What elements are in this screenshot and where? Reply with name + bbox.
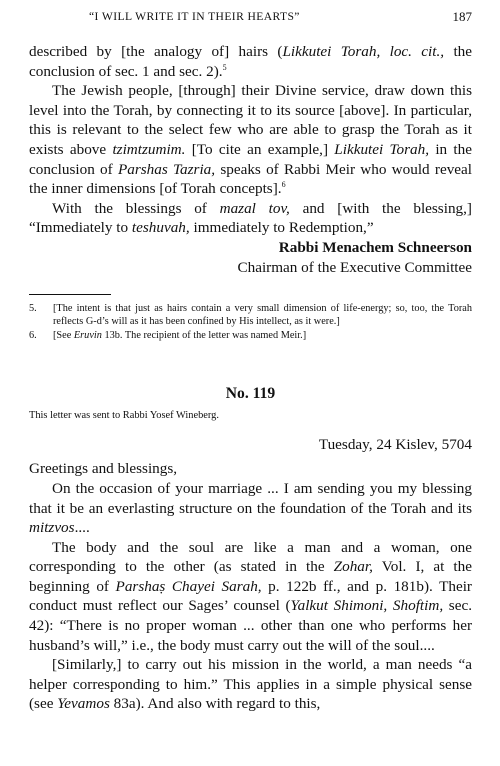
letter-greeting: Greetings and blessings, bbox=[29, 460, 178, 478]
footnote-number: 5. bbox=[29, 303, 37, 315]
text-run: [See bbox=[53, 329, 74, 341]
italic-citation: Zohar, bbox=[333, 558, 373, 576]
text-run: On the occasion of your marriage ... I am sending you my blessing that it be an everlasting structure on the foundation of the Torah and its bbox=[29, 479, 472, 517]
text-run: sec. 42): “There is no proper woman ... other than one who performs her husband’s will,” i.e., the body must carry out the will of the soul.... bbox=[29, 597, 472, 654]
footnote-text bbox=[53, 329, 472, 342]
text-run: described by [the analogy of] hairs ( bbox=[29, 43, 283, 60]
footnote-text: [The intent is that just as hairs contain a very small dimension of life-energy; so, too, the Torah reflects G-d’s will as it has been confined by His intellect, as it were.] bbox=[53, 303, 472, 328]
footnote-number: 6. bbox=[29, 329, 37, 341]
text-run: 83a). And also with regard to this, bbox=[109, 695, 321, 713]
paragraph-2 bbox=[29, 81, 472, 199]
text-run: the conclusion of sec. 1 and sec. 2). bbox=[29, 43, 472, 80]
footnote-ref-5: 5 bbox=[222, 62, 227, 72]
text-run: .... bbox=[74, 519, 90, 537]
page-number: 187 bbox=[452, 9, 472, 24]
book-page bbox=[29, 0, 472, 766]
text-run: and [with the blessing,] “Immediately to bbox=[29, 199, 472, 237]
footnote-divider bbox=[29, 294, 111, 295]
italic-citation: Yalkut Shimoni, Shoftim, bbox=[290, 597, 444, 615]
italic-citation: Likkutei Torah, bbox=[334, 140, 430, 158]
text-run: With the blessings of bbox=[52, 199, 220, 217]
letter-heading: No. 119 bbox=[225, 384, 276, 402]
italic-citation: Eruvin bbox=[73, 329, 102, 341]
italic-citation: Yevamos bbox=[57, 695, 110, 713]
footnotes bbox=[29, 302, 472, 342]
text-run: The Jewish people, [through] their Divine service, draw down this level into the Torah, by connecting it to its source [above]. In particular, this is relevant to the select few who are able to grasp the Torah as it exists above bbox=[29, 82, 472, 158]
italic-term: teshuvah, bbox=[131, 219, 190, 237]
letter-paragraph-1 bbox=[29, 479, 472, 538]
running-head: “I WILL WRITE IT IN THEIR HEARTS” bbox=[89, 10, 300, 23]
paragraph-1 bbox=[29, 42, 472, 81]
text-run: Vol. I, at the beginning of bbox=[29, 558, 472, 595]
signature-title: Chairman of the Executive Committee bbox=[237, 258, 472, 276]
text-run: 13b. The recipient of the letter was named Meir.] bbox=[101, 329, 307, 341]
footnote-ref-6: 6 bbox=[281, 180, 286, 190]
page-header bbox=[29, 0, 472, 42]
italic-term: mazal tov, bbox=[219, 199, 290, 217]
footnote-6 bbox=[29, 329, 472, 342]
text-run: The body and the soul are like a man and a woman, one corresponding to the other (as stated in the bbox=[29, 538, 472, 576]
letter-paragraph-2 bbox=[29, 538, 472, 656]
paragraph-3 bbox=[29, 199, 472, 238]
italic-citation: Parshas Tazria, bbox=[117, 160, 216, 178]
text-run: speaks of Rabbi Meir who would reveal the inner dimensions [of Torah concepts]. bbox=[29, 160, 472, 198]
italic-term: mitzvos bbox=[29, 519, 75, 537]
text-run: in the conclusion of bbox=[29, 140, 472, 178]
letter-continuation bbox=[29, 42, 472, 277]
text-run: immediately to Redemption,” bbox=[189, 219, 374, 237]
letter-date: Tuesday, 24 Kislev, 5704 bbox=[318, 435, 472, 453]
italic-term: tzimtzumim. bbox=[112, 140, 186, 158]
letter-body bbox=[29, 479, 472, 714]
signature-name: Rabbi Menachem Schneerson bbox=[278, 238, 472, 256]
text-run: p. 122b ff., and p. 181b). Their conduct must reflect our Sages’ counsel ( bbox=[29, 577, 472, 615]
text-run: [To cite an example,] bbox=[185, 140, 335, 158]
letter-note: This letter was sent to Rabbi Yosef Wineberg. bbox=[29, 409, 219, 421]
italic-citation: Likkutei Torah, loc. cit., bbox=[282, 43, 445, 60]
text-run: [Similarly,] to carry out his mission in the world, a man needs “a helper corresponding to him.” This applies in a simple physical sense (see bbox=[29, 656, 472, 713]
letter-paragraph-3 bbox=[29, 655, 472, 714]
italic-citation: Parshaṣ Chayei Sarah, bbox=[115, 577, 262, 595]
footnote-5 bbox=[29, 302, 472, 328]
